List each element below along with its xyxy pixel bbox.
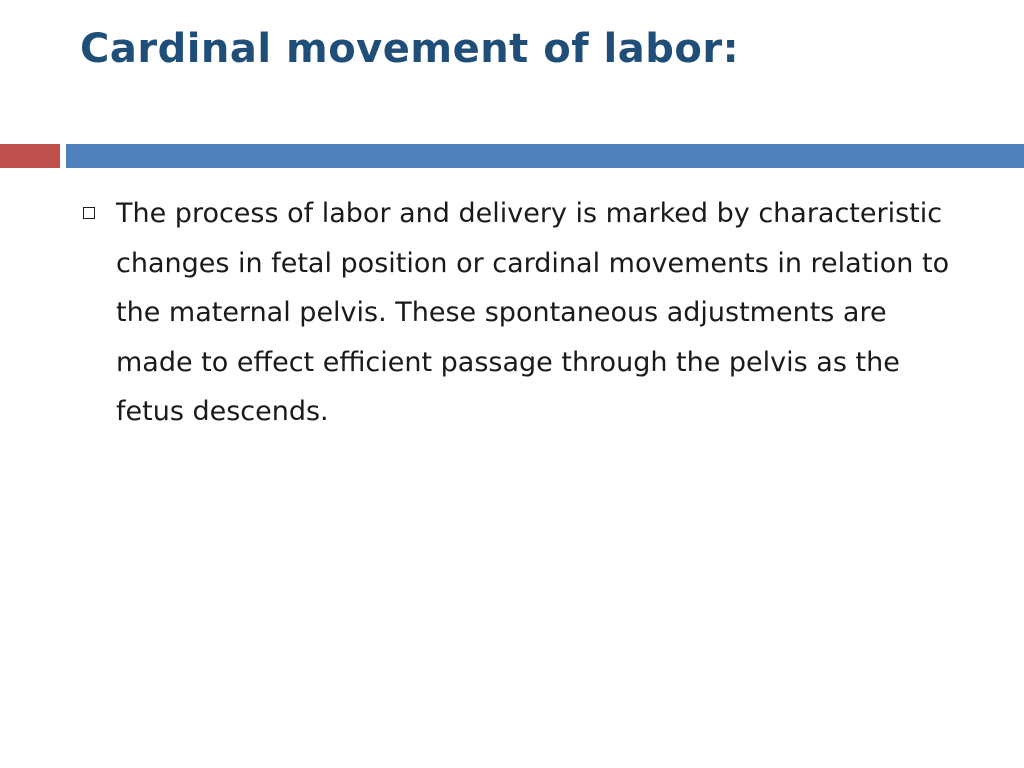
slide-content (80, 189, 960, 437)
divider-main-bar (66, 144, 1024, 168)
square-bullet-icon (83, 207, 95, 219)
bullet-item (80, 189, 960, 437)
bullet-text: The process of labor and delivery is marked by characteristic changes in fetal position or cardinal movements in relation to the maternal pelvis. These spontaneous adjustments are made to effect efficient passage through the pelvis as the fetus descends. (116, 198, 950, 427)
divider-accent-bar (0, 144, 60, 168)
slide-title: Cardinal movement of labor: (80, 26, 740, 72)
